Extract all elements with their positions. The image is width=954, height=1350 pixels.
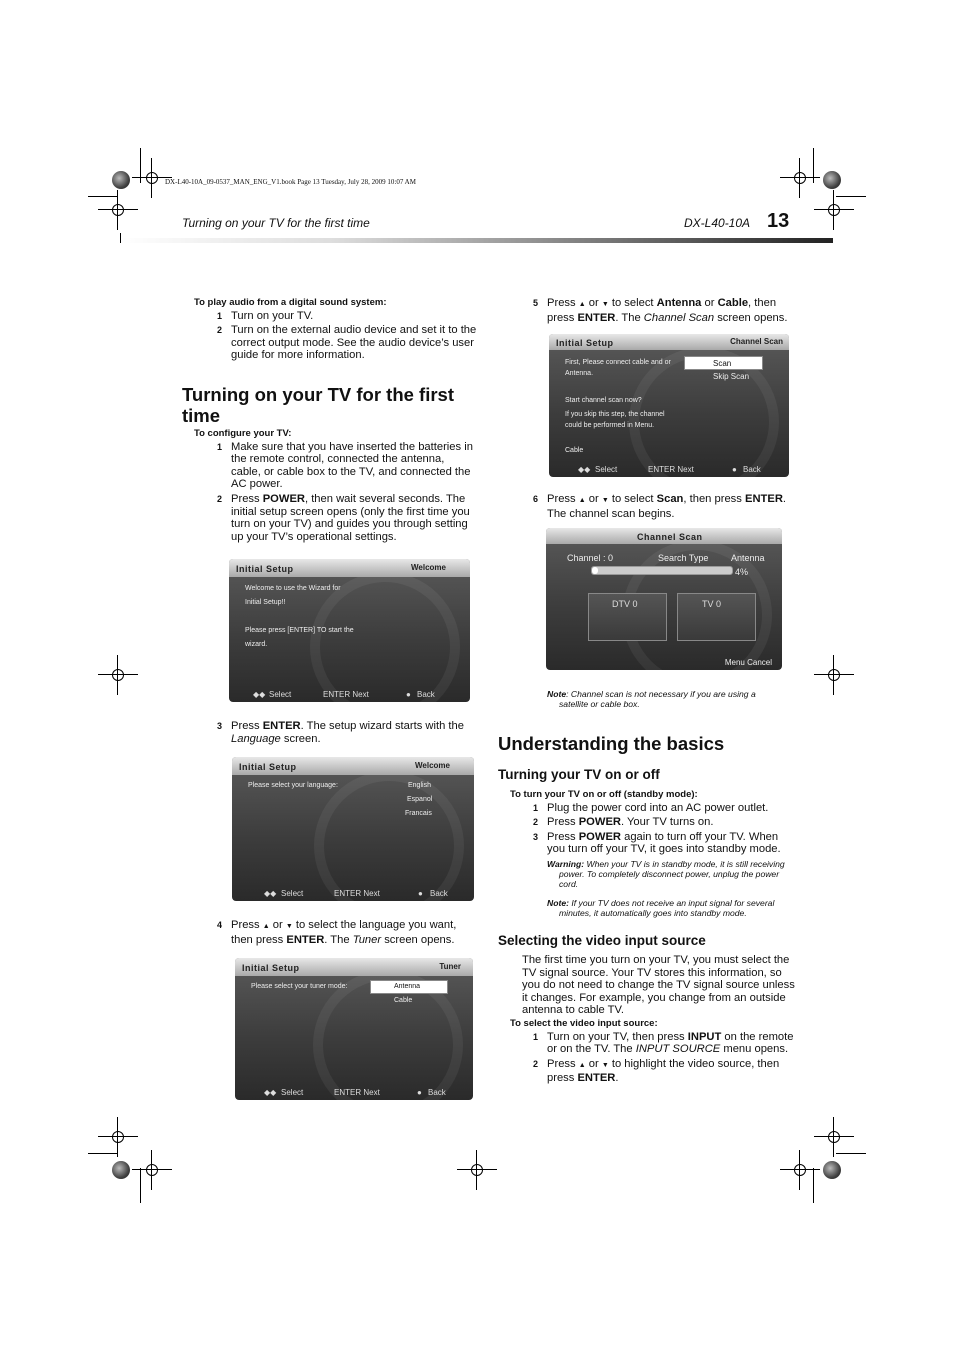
screen-title-bar [235,958,473,976]
standby-warning [547,859,798,889]
option-label: Scan [713,359,732,368]
video-step-2 [533,1058,798,1085]
standby-note [547,898,798,918]
screen-title-bar [549,334,789,350]
scan-progress-bar [591,566,733,575]
channel-count: Channel : 0 [567,553,614,563]
registration-ball-icon [112,1161,130,1179]
section-title: Understanding the basics [498,733,725,754]
updown-icon: ◆◆ [253,690,266,699]
back-icon: ● [418,889,423,898]
screen-text: wizard. [245,641,268,648]
up-arrow-icon: ▲ [578,1061,586,1069]
screen-name: Channel Scan [643,311,715,324]
step-number: 3 [533,831,539,842]
footer-next: ENTER Next [334,1088,380,1097]
step-text: . [615,1072,619,1085]
screen-title-bar [232,757,474,775]
back-icon: ● [406,690,411,699]
step-text: Turn on the external audio device and set it to the correct output mode. See the audio device’s user guide for more information. [231,324,477,362]
configure-step-1 [217,441,477,491]
warning-label: Warning: [547,858,585,869]
step-text: Turn on your TV. [231,309,314,322]
video-source-paragraph: The first time you turn on your TV, you must select the TV signal source. Your TV stores this information, so you do not need to change the TV signal source unless it changes. For example, you change from an outside antenna to cable TV. [522,953,795,1017]
registration-ball-icon [823,1161,841,1179]
screen-text: Antenna. [565,370,594,377]
footer-select: Select [269,690,292,699]
screen-tag: Channel Scan [730,337,783,346]
step-text: Turn on your TV, then press [547,1030,688,1043]
audio-procedure-heading: To play audio from a digital sound system: [194,297,387,308]
crosshair-icon [457,1150,497,1190]
step-text: to select [608,493,657,505]
step-text: screen opens. [381,933,455,946]
step-number: 2 [533,1058,539,1069]
screen-text: If you skip this step, the channel [565,411,665,418]
down-arrow-icon: ▼ [601,497,609,504]
step-text: on the remote or on the TV. The [547,1030,794,1056]
screen-text: Please select your language: [248,782,338,789]
step-number: 4 [217,920,223,930]
option-label: Antenna [394,983,421,990]
screen-name: Tuner [352,933,382,946]
crop-line [836,196,866,197]
welcome-screen-image [229,559,470,702]
step-text: menu opens. [720,1043,789,1056]
crosshair-icon [814,655,854,695]
dtv-count-box [588,593,667,641]
step-number: 1 [533,802,539,813]
step-text: or [701,297,718,309]
updown-icon: ◆◆ [264,889,277,898]
crop-line [88,1153,118,1154]
crop-line [140,148,141,183]
subsection-title: Turning your TV on or off [498,767,660,782]
swirl-graphic [314,771,464,901]
channel-scan-note [547,689,787,709]
tv-count: TV 0 [702,599,722,609]
step-text: . The channel scan begins. [547,493,787,520]
key-name: POWER [262,492,305,505]
footer-menu-cancel: Menu Cancel [724,658,772,667]
crop-line [88,196,118,197]
screen-text: First, Please connect cable and or [565,359,671,366]
header-rule [120,238,833,243]
step-text: or [585,297,602,309]
crop-line [836,1153,866,1154]
step-text: Press [547,493,579,505]
note-label: Note: [547,897,569,908]
footer-select: Select [595,465,618,474]
search-type-label: Search Type [658,553,709,563]
screen-title: Initial Setup [239,762,297,772]
step-text: to select [608,297,657,309]
step-text: Press [547,830,579,843]
step-text: Press [231,492,263,505]
key-name: ENTER [577,1072,616,1085]
updown-icon: ◆◆ [264,1088,277,1097]
step-number: 2 [533,817,539,828]
crosshair-icon [814,1117,854,1157]
configure-heading: To configure your TV: [194,427,292,439]
audio-step-1 [217,310,477,323]
step-text: Make sure that you have inserted the batteries in the remote control, connected the antenna, cable, or cable box to the TV, and connected the AC power. [231,440,473,491]
crosshair-icon [132,1150,172,1190]
step-text: screen. [280,732,321,745]
step-number: 1 [217,310,223,321]
key-name: Scan [656,493,684,505]
step-text: or [269,919,286,931]
video-step-1 [533,1031,798,1056]
audio-step-2 [217,324,477,362]
configure-step-2 [217,493,477,543]
channel-scan-progress-screen-image [546,528,782,670]
onoff-step-3 [533,831,798,856]
screen-text: Cable [565,447,584,454]
step-text: to highlight the video source, then press [547,1057,780,1085]
step-text: again to turn off your TV. When you turn off your TV, it goes into standby mode. [547,830,781,856]
step-text: Plug the power cord into an AC power outlet. [547,801,769,814]
screen-text: could be performed in Menu. [565,422,655,429]
crosshair-icon [780,1150,820,1190]
tuner-option-cable[interactable]: Cable [394,997,413,1004]
language-option: English [408,782,431,789]
language-option: Francais [405,810,432,817]
screen-text: Please select your tuner mode: [251,983,348,990]
scan-percent: 4% [735,567,749,577]
step-text: , then press [683,493,745,505]
screen-text: Please press [ENTER] TO start the [245,627,354,634]
crosshair-icon [98,655,138,695]
screen-name: INPUT SOURCE [635,1043,721,1056]
step-text: . The [324,933,353,946]
footer-select: Select [281,889,304,898]
step-number: 6 [533,494,539,504]
scan-option[interactable] [684,356,763,370]
key-name: Antenna [656,297,702,309]
key-name: ENTER [744,493,783,505]
screen-text: Initial Setup!! [245,599,286,606]
channel-scan-setup-screen-image [549,334,789,477]
step-text: . The [615,311,644,324]
updown-icon: ◆◆ [578,465,591,474]
key-name: INPUT [687,1030,722,1043]
step-number: 1 [533,1031,539,1042]
tv-count-box [677,593,756,641]
step-text: , then wait several seconds. The initial setup screen opens (only the first time you turn on your TV) and guides you through setting up your TV’s operational settings. [231,492,470,543]
down-arrow-icon: ▼ [601,301,609,308]
down-arrow-icon: ▼ [285,923,293,930]
key-name: Cable [717,297,749,309]
note-text: : Channel scan is not necessary if you are using a satellite or cable box. [559,689,756,709]
left-column [182,297,477,543]
back-icon: ● [417,1088,422,1097]
footer-back: Back [417,690,435,699]
running-header: Turning on your TV for the first time [182,216,370,230]
step-number: 2 [217,325,223,336]
screen-title: Initial Setup [236,564,294,574]
screen-title: Initial Setup [242,963,300,973]
footer-next: ENTER Next [323,690,369,699]
crop-line [813,148,814,183]
screen-title: Channel Scan [637,532,703,542]
up-arrow-icon: ▲ [262,923,270,930]
screen-text: Welcome to use the Wizard for [245,585,341,592]
screen-title: Initial Setup [556,338,614,348]
key-name: ENTER [286,933,325,946]
footer-back: Back [428,1088,446,1097]
file-info-line: DX-L40-10A_09-0537_MAN_ENG_V1.book Page 13 Tuesday, July 28, 2009 10:07 AM [165,178,416,186]
model-number: DX-L40-10A [684,216,751,230]
subsection-title: Selecting the video input source [498,932,706,948]
step-number: 3 [217,721,223,731]
back-icon: ● [732,465,737,474]
up-arrow-icon: ▲ [578,301,586,308]
step-number: 5 [533,298,539,308]
step-number: 1 [217,441,223,452]
key-name: POWER [578,830,621,843]
footer-back: Back [743,465,761,474]
registration-ball-icon [823,171,841,189]
step-text: . The setup wizard starts with the [300,720,464,732]
up-arrow-icon: ▲ [578,497,586,504]
step-number: 2 [217,493,223,504]
step-text: , then press [547,297,777,324]
step-6 [533,493,795,520]
footer-next: ENTER Next [648,465,694,474]
screen-tag: Welcome [415,761,450,770]
step-text: to select the language you want, then press [231,919,457,946]
onoff-step-1 [533,802,798,815]
step-text: Press [547,816,579,829]
onoff-procedure-heading: To turn your TV on or off (standby mode): [510,789,698,800]
tuner-screen-image [235,958,473,1100]
key-name: ENTER [577,311,616,324]
step-text: Press [547,1057,579,1070]
screen-tag: Welcome [411,563,446,572]
language-option: Espanol [407,796,433,803]
key-name: POWER [578,816,621,829]
basics-section [498,733,798,1085]
skip-scan-option[interactable]: Skip Scan [713,372,750,381]
step-text: . Your TV turns on. [620,816,714,829]
footer-select: Select [281,1088,304,1097]
footer-next: ENTER Next [334,889,380,898]
video-procedure-heading: To select the video input source: [510,1017,658,1029]
footer-back: Back [430,889,448,898]
step-text: screen opens. [714,311,788,324]
registration-ball-icon [112,171,130,189]
step-text: or [585,493,602,505]
note-label: Note [547,689,567,699]
warning-text: When your TV is in standby mode, it is still receiving power. To completely disconnect power, unplug the power cord. [559,858,785,889]
crop-line [140,1168,141,1203]
section-title: Turning on your TV for the first time [182,383,454,426]
tuner-option-antenna[interactable] [370,980,448,994]
step-text: Press [547,297,579,309]
step-5 [533,297,793,324]
step-text: or [585,1057,602,1070]
key-name: ENTER [262,720,301,732]
screen-title-bar [546,528,782,544]
page-number: 13 [767,210,790,232]
language-screen-image [232,757,474,901]
screen-title-bar [229,559,470,577]
configure-step-4 [217,919,479,946]
configure-step-3 [217,720,477,745]
down-arrow-icon: ▼ [601,1061,609,1069]
header-rule-edge [120,233,121,243]
onoff-step-2 [533,816,798,829]
crop-line [813,1168,814,1203]
step-text: Press [231,720,263,732]
screen-text: Start channel scan now? [565,397,642,404]
step-text: Press [231,919,263,931]
screen-tag: Tuner [439,962,461,971]
screen-name: Language [231,732,281,745]
search-type-value: Antenna [731,553,765,563]
dtv-count: DTV 0 [612,599,638,609]
note-text: If your TV does not receive an input signal for several minutes, it automatically goes into standby mode. [559,897,775,918]
scan-progress-fill [592,567,598,574]
